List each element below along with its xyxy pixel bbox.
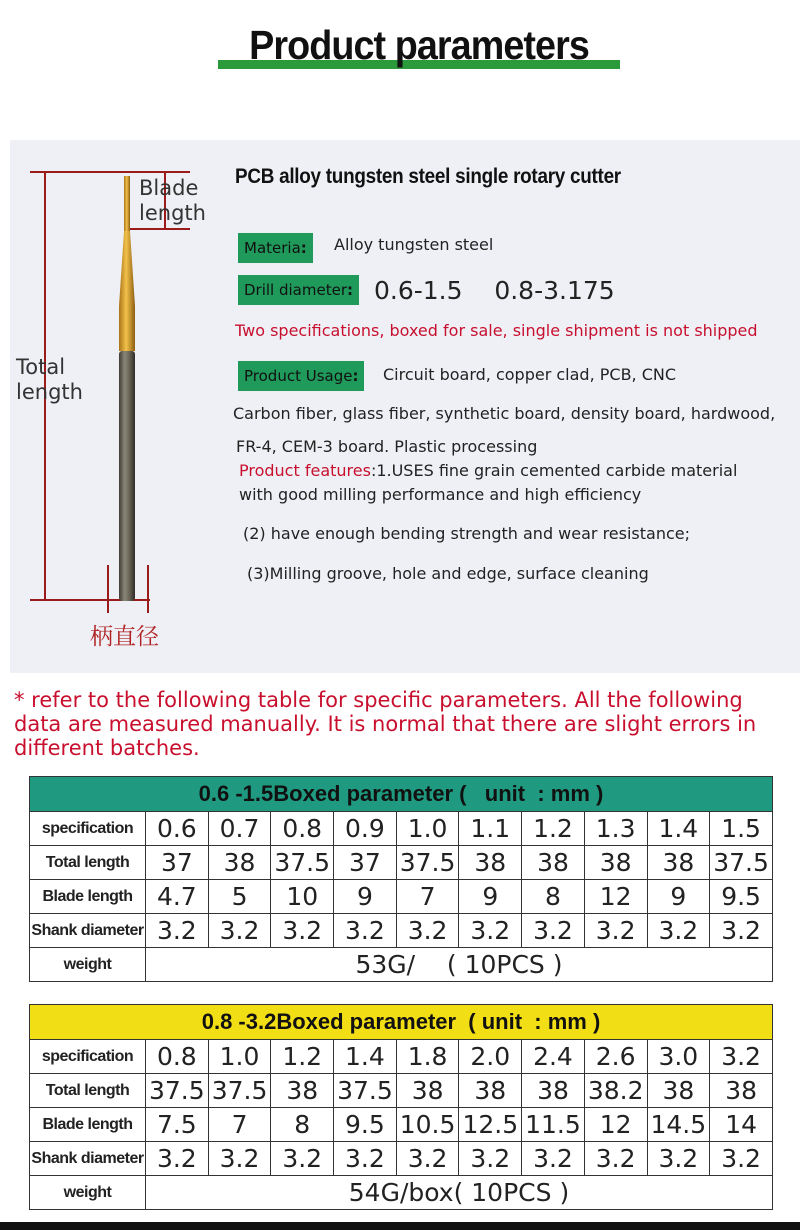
table-cell: 3.2 — [334, 914, 397, 948]
row-header-text: Total length — [45, 1081, 130, 1099]
features-line-2: with good milling performance and high efficiency — [239, 485, 642, 504]
weight-cell: 53G/ ( 10PCS ) — [146, 948, 773, 982]
table-cell: 3.2 — [459, 1142, 522, 1176]
weight-cell: 54G/box( 10PCS ) — [146, 1176, 773, 1210]
table-cell: 0.8 — [146, 1040, 209, 1074]
feature-2: (2) have enough bending strength and wear resistance; — [243, 524, 691, 543]
row-header — [30, 1074, 146, 1108]
table-cell: 3.2 — [522, 1142, 585, 1176]
diameter-tag: Drill diameter: — [238, 275, 359, 305]
cutter-shank — [119, 351, 135, 601]
parameter-table-2 — [29, 1004, 773, 1210]
material-tag-text: Materia — [244, 239, 301, 257]
table-cell: 3.2 — [396, 914, 459, 948]
table-cell: 12 — [584, 1108, 647, 1142]
table-cell: 37 — [334, 846, 397, 880]
row-header — [30, 1142, 146, 1176]
table-cell: 3.2 — [647, 914, 710, 948]
table-cell: 3.2 — [208, 1142, 271, 1176]
table-1-caption: 0.6 -1.5Boxed parameter ( unit : mm ) — [30, 777, 773, 812]
table-cell: 38 — [584, 846, 647, 880]
table-cell: 3.2 — [208, 914, 271, 948]
table-row — [30, 1142, 773, 1176]
usage-tag: Product Usage: — [238, 361, 364, 391]
table-cell: 9 — [459, 880, 522, 914]
table-cell: 1.5 — [710, 812, 773, 846]
table-cell: 10.5 — [396, 1108, 459, 1142]
features-label: Product features — [239, 461, 371, 480]
table-cell: 38 — [710, 1074, 773, 1108]
parameter-table-1 — [29, 776, 773, 982]
row-header — [30, 1108, 146, 1142]
features-text-1: :1.USES fine grain cemented carbide material — [370, 461, 738, 480]
table-cell: 38 — [522, 1074, 585, 1108]
table-cell: 7 — [208, 1108, 271, 1142]
table-cell: 3.2 — [647, 1142, 710, 1176]
material-tag: Materia: — [238, 233, 313, 263]
table-row — [30, 812, 773, 846]
table-cell: 12.5 — [459, 1108, 522, 1142]
diameter-value: 0.6-1.5 0.8-3.175 — [374, 276, 615, 305]
row-header-text: weight — [63, 955, 112, 973]
table-cell: 0.8 — [271, 812, 334, 846]
row-header-text: Blade length — [42, 887, 133, 905]
table-cell: 3.0 — [647, 1040, 710, 1074]
table-cell: 38 — [208, 846, 271, 880]
table-cell: 1.2 — [522, 812, 585, 846]
table-cell: 3.2 — [396, 1142, 459, 1176]
row-header-text: specification — [41, 1047, 134, 1065]
table-cell: 1.4 — [334, 1040, 397, 1074]
table-cell: 3.2 — [710, 1142, 773, 1176]
table-cell: 14.5 — [647, 1108, 710, 1142]
page-title: Product parameters — [249, 22, 589, 68]
table-cell: 37 — [146, 846, 209, 880]
row-header-text: Shank diameter — [31, 1149, 144, 1167]
cutter-blade — [124, 176, 130, 231]
total-length-label: Total length — [16, 355, 83, 404]
table-cell: 1.0 — [396, 812, 459, 846]
table-cell: 1.1 — [459, 812, 522, 846]
table-cell: 7 — [396, 880, 459, 914]
table-caption-row — [30, 777, 773, 812]
table-cell: 0.7 — [208, 812, 271, 846]
table-cell: 1.0 — [208, 1040, 271, 1074]
blade-length-label: Blade length — [139, 176, 206, 225]
table-cell: 3.2 — [584, 914, 647, 948]
table-cell: 5 — [208, 880, 271, 914]
row-header — [30, 812, 146, 846]
table-cell: 9.5 — [710, 880, 773, 914]
cutter-drawing — [107, 176, 147, 606]
table-2-caption: 0.8 -3.2Boxed parameter ( unit : mm ) — [30, 1005, 773, 1040]
usage-tag-text: Product Usage — [244, 367, 353, 385]
table-cell: 10 — [271, 880, 334, 914]
table-row — [30, 1176, 773, 1210]
table-cell: 2.4 — [522, 1040, 585, 1074]
shank-right-line — [147, 565, 149, 613]
table-cell: 37.5 — [334, 1074, 397, 1108]
table-cell: 3.2 — [271, 914, 334, 948]
features-line-1 — [239, 461, 737, 480]
diameter-tag-text: Drill diameter — [244, 281, 347, 299]
shank-diameter-label: 柄直径 — [90, 624, 159, 650]
two-specs-note: Two specifications, boxed for sale, single shipment is not shipped — [235, 321, 758, 340]
row-header-text: Blade length — [42, 1115, 133, 1133]
row-header-text: Total length — [45, 853, 130, 871]
table-cell: 7.5 — [146, 1108, 209, 1142]
table-cell: 3.2 — [271, 1142, 334, 1176]
table-cell: 3.2 — [522, 914, 585, 948]
usage-value: Circuit board, copper clad, PCB, CNC — [383, 365, 677, 384]
table-row — [30, 880, 773, 914]
table-cell: 1.4 — [647, 812, 710, 846]
table-cell: 9.5 — [334, 1108, 397, 1142]
table-cell: 3.2 — [146, 1142, 209, 1176]
table-cell: 37.5 — [146, 1074, 209, 1108]
row-header — [30, 846, 146, 880]
row-header — [30, 1040, 146, 1074]
table-cell: 0.6 — [146, 812, 209, 846]
table-cell: 1.8 — [396, 1040, 459, 1074]
bottom-border — [0, 1222, 800, 1230]
cutter-taper — [119, 231, 135, 306]
title-block — [218, 22, 620, 70]
row-header — [30, 1176, 146, 1210]
table-cell: 3.2 — [710, 1040, 773, 1074]
table-cell: 2.0 — [459, 1040, 522, 1074]
table-cell: 38 — [459, 1074, 522, 1108]
table-cell: 3.2 — [334, 1142, 397, 1176]
table-cell: 38 — [396, 1074, 459, 1108]
table-cell: 3.2 — [584, 1142, 647, 1176]
table-cell: 1.3 — [584, 812, 647, 846]
table-caption-row — [30, 1005, 773, 1040]
table-row — [30, 948, 773, 982]
product-subtitle: PCB alloy tungsten steel single rotary cutter — [235, 165, 621, 188]
total-length-top-line — [30, 171, 190, 173]
table-cell: 3.2 — [459, 914, 522, 948]
table-cell: 1.2 — [271, 1040, 334, 1074]
table-cell: 9 — [334, 880, 397, 914]
row-header — [30, 914, 146, 948]
table-cell: 8 — [522, 880, 585, 914]
table-row — [30, 1108, 773, 1142]
table-cell: 4.7 — [146, 880, 209, 914]
table-cell: 2.6 — [584, 1040, 647, 1074]
table-cell: 38 — [522, 846, 585, 880]
cutter-neck — [119, 306, 135, 351]
table-cell: 37.5 — [396, 846, 459, 880]
row-header-text: Shank diameter — [31, 921, 144, 939]
table-cell: 12 — [584, 880, 647, 914]
table-cell: 14 — [710, 1108, 773, 1142]
table-cell: 9 — [647, 880, 710, 914]
usage-line-3: FR-4, CEM-3 board. Plastic processing — [236, 437, 538, 456]
row-header — [30, 948, 146, 982]
table-cell: 38 — [647, 1074, 710, 1108]
table-cell: 37.5 — [710, 846, 773, 880]
table-cell: 38 — [459, 846, 522, 880]
row-header-text: specification — [41, 819, 134, 837]
table-cell: 3.2 — [146, 914, 209, 948]
table-cell: 8 — [271, 1108, 334, 1142]
usage-line-2: Carbon fiber, glass fiber, synthetic board, density board, hardwood, — [233, 404, 776, 423]
table-cell: 3.2 — [710, 914, 773, 948]
table-row — [30, 846, 773, 880]
table-cell: 38 — [647, 846, 710, 880]
table-cell: 38.2 — [584, 1074, 647, 1108]
table-row — [30, 1040, 773, 1074]
measurement-note: * refer to the following table for specific parameters. All the following data are measured manually. It is normal that there are slight errors in different batches. — [14, 688, 757, 760]
row-header-text: weight — [63, 1183, 112, 1201]
table-cell: 38 — [271, 1074, 334, 1108]
table-cell: 37.5 — [208, 1074, 271, 1108]
table-cell: 11.5 — [522, 1108, 585, 1142]
table-row — [30, 1074, 773, 1108]
table-row — [30, 914, 773, 948]
feature-3: (3)Milling groove, hole and edge, surface cleaning — [247, 564, 649, 583]
table-cell: 0.9 — [334, 812, 397, 846]
table-cell: 37.5 — [271, 846, 334, 880]
material-value: Alloy tungsten steel — [334, 235, 494, 254]
row-header — [30, 880, 146, 914]
